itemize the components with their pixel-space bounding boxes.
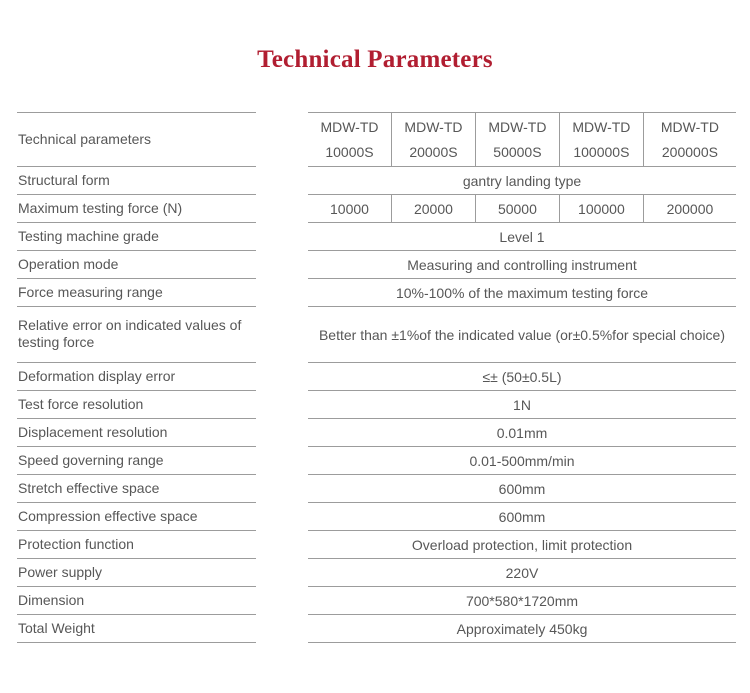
table-row <box>17 307 736 363</box>
row-label: Maximum testing force (N) <box>18 199 183 216</box>
row-label-cell <box>17 531 256 559</box>
model-code: 50000S <box>493 143 542 160</box>
row-label: Speed governing range <box>18 451 164 468</box>
force-value: 50000 <box>497 200 537 217</box>
row-label: Displacement resolution <box>18 423 168 440</box>
row-label: Protection function <box>18 535 134 552</box>
column-gap <box>256 615 308 643</box>
model-series: MDW-TD <box>660 118 719 135</box>
force-value-cells <box>308 195 736 223</box>
model-series: MDW-TD <box>572 118 631 135</box>
force-value-cell <box>391 195 475 222</box>
column-gap <box>256 195 308 223</box>
model-series: MDW-TD <box>404 118 463 135</box>
column-gap <box>256 531 308 559</box>
column-gap <box>256 307 308 363</box>
row-value: 220V <box>505 564 539 581</box>
column-gap <box>256 363 308 391</box>
row-value: 10%-100% of the maximum testing force <box>395 284 649 301</box>
row-value-cell <box>308 531 736 559</box>
model-header-cells <box>308 112 736 167</box>
table-row <box>17 475 736 503</box>
model-code: 20000S <box>409 143 458 160</box>
row-value: Measuring and controlling instrument <box>407 256 637 273</box>
row-label: Total Weight <box>18 619 95 636</box>
row-value: Level 1 <box>499 228 545 245</box>
row-label-cell <box>17 251 256 279</box>
row-label-cell <box>17 615 256 643</box>
row-label-cell <box>17 503 256 531</box>
row-value-cell <box>308 167 736 195</box>
row-value-cell <box>308 307 736 363</box>
column-gap <box>256 223 308 251</box>
column-gap <box>256 503 308 531</box>
row-value: Approximately 450kg <box>456 620 588 637</box>
row-label-cell <box>17 391 256 419</box>
model-series: MDW-TD <box>320 118 379 135</box>
row-value-cell <box>308 391 736 419</box>
table-row-force <box>17 195 736 223</box>
row-value: 0.01-500mm/min <box>469 452 575 469</box>
column-gap <box>256 419 308 447</box>
spec-table <box>17 112 736 643</box>
force-value-cell <box>308 195 391 222</box>
row-label: Testing machine grade <box>18 227 159 244</box>
row-label: Structural form <box>18 171 110 188</box>
row-value-cell <box>308 503 736 531</box>
force-value: 200000 <box>666 200 714 217</box>
table-row <box>17 251 736 279</box>
row-value-cell <box>308 251 736 279</box>
model-header-cell <box>559 113 643 166</box>
row-label: Stretch effective space <box>18 479 160 496</box>
row-label-cell <box>17 167 256 195</box>
row-value-cell <box>308 223 736 251</box>
row-label-cell <box>17 195 256 223</box>
row-value: 0.01mm <box>496 424 548 441</box>
column-gap <box>256 475 308 503</box>
force-value: 100000 <box>578 200 625 217</box>
row-label: Test force resolution <box>18 395 144 412</box>
page-title: Technical Parameters <box>257 46 493 73</box>
row-label-cell <box>17 475 256 503</box>
table-row <box>17 391 736 419</box>
row-label-cell <box>17 559 256 587</box>
row-value: 700*580*1720mm <box>465 592 579 609</box>
table-row <box>17 419 736 447</box>
row-value: gantry landing type <box>462 172 582 189</box>
model-header-cell <box>643 113 736 166</box>
row-label-cell <box>17 223 256 251</box>
column-gap <box>256 447 308 475</box>
row-value-cell <box>308 615 736 643</box>
row-label: Force measuring range <box>18 283 163 300</box>
column-gap <box>256 251 308 279</box>
column-gap <box>256 279 308 307</box>
row-label: Deformation display error <box>18 367 176 384</box>
row-value: Overload protection, limit protection <box>411 536 633 553</box>
row-value-cell <box>308 363 736 391</box>
row-value-cell <box>308 587 736 615</box>
model-code: 10000S <box>325 143 374 160</box>
row-value-cell <box>308 447 736 475</box>
row-value: 600mm <box>498 480 546 497</box>
corner-label: Technical parameters <box>18 130 152 147</box>
table-row <box>17 503 736 531</box>
row-label-cell <box>17 363 256 391</box>
force-value-cell <box>643 195 736 222</box>
row-value: Better than ±1%of the indicated value (or±0.5%for special choice) <box>318 326 726 343</box>
row-value: 1N <box>513 396 531 413</box>
row-value-cell <box>308 279 736 307</box>
model-header-cell <box>475 113 559 166</box>
force-value: 10000 <box>330 200 369 217</box>
table-row <box>17 559 736 587</box>
model-header-cell <box>308 113 391 166</box>
model-header-cell <box>391 113 475 166</box>
model-series: MDW-TD <box>488 118 547 135</box>
row-label-cell <box>17 587 256 615</box>
table-row <box>17 531 736 559</box>
row-label-cell <box>17 307 256 363</box>
column-gap <box>256 112 308 167</box>
model-code: 200000S <box>661 143 718 160</box>
table-row <box>17 279 736 307</box>
row-value: ≤± (50±0.5L) <box>482 368 562 385</box>
row-label-cell <box>17 419 256 447</box>
table-header-row <box>17 112 736 167</box>
table-row <box>17 447 736 475</box>
row-value: 600mm <box>498 508 546 525</box>
header-corner-cell <box>17 112 256 167</box>
force-value: 20000 <box>413 200 453 217</box>
row-label: Relative error on indicated values of testing force <box>18 317 242 350</box>
table-row <box>17 223 736 251</box>
row-label: Dimension <box>18 591 85 608</box>
row-label: Power supply <box>18 563 103 580</box>
row-label: Operation mode <box>18 255 119 272</box>
model-code: 100000S <box>573 143 630 160</box>
force-value-cell <box>475 195 559 222</box>
table-row <box>17 615 736 643</box>
force-value-cell <box>559 195 643 222</box>
column-gap <box>256 559 308 587</box>
table-row <box>17 363 736 391</box>
row-value-cell <box>308 475 736 503</box>
column-gap <box>256 167 308 195</box>
row-label-cell <box>17 279 256 307</box>
row-label: Compression effective space <box>18 507 198 524</box>
row-label-cell <box>17 447 256 475</box>
row-value-cell <box>308 559 736 587</box>
column-gap <box>256 587 308 615</box>
column-gap <box>256 391 308 419</box>
table-row <box>17 167 736 195</box>
table-row <box>17 587 736 615</box>
row-value-cell <box>308 419 736 447</box>
